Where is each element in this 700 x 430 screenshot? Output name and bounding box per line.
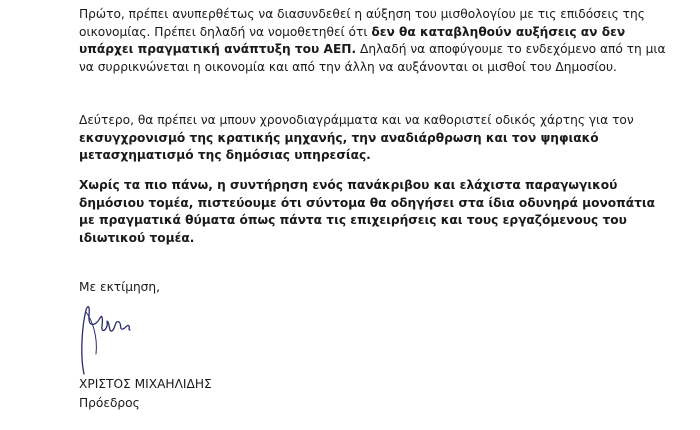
paragraph-bold-text: Χωρίς τα πιο πάνω, η συντήρηση ενός πανάκριβου και ελάχιστα παραγωγικού δημόσιου τομέα, πιστεύουμε ότι σύντομα θα οδηγήσει στα ίδια οδυνηρά μονοπάτια με πραγματικά θύματα όπως πάντα τις επιχειρήσεις και τους εργαζόμενους του ιδιωτικού τομέα. [79, 178, 656, 245]
paragraph-public-sector-modernization [79, 112, 669, 165]
closing-salutation: Με εκτίμηση, [79, 280, 161, 294]
paragraph-text: Δεύτερο, θα πρέπει να μπουν χρονοδιαγράμματα και να καθοριστεί οδικός χάρτης για τον [79, 113, 634, 127]
paragraph-wage-performance-link [79, 6, 669, 76]
paragraph-text: Δηλαδή να αποφύγουμε το ενδεχόμενο από τη μια να συρρικνώνεται η οικονομία και από την άλλη να αυξάνονται οι μισθοί του Δημοσίου. [79, 42, 666, 74]
paragraph-bold-text: εκσυγχρονισμό της κρατικής μηχανής, την αναδιάρθρωση και τον ψηφιακό μετασχηματισμό της δημόσιας υπηρεσίας. [79, 130, 599, 162]
paragraph-bold-text: δεν θα καταβληθούν αυξήσεις αν δεν υπάρχει πραγματική ανάπτυξη του ΑΕΠ. [79, 24, 626, 56]
signer-title: Πρόεδρος [79, 396, 140, 410]
handwritten-signature [72, 296, 172, 376]
paragraph-text: Πρώτο, πρέπει ανυπερθέτως να διασυνδεθεί η αύξηση του μισθολογίου με τις επιδόσεις της οικονομίας. Πρέπει δηλαδή να νομοθετηθεί ότι [79, 7, 645, 39]
paragraph-conclusion [79, 177, 669, 247]
signer-name: ΧΡΙΣΤΟΣ ΜΙΧΑΗΛΙΔΗΣ [79, 377, 212, 391]
